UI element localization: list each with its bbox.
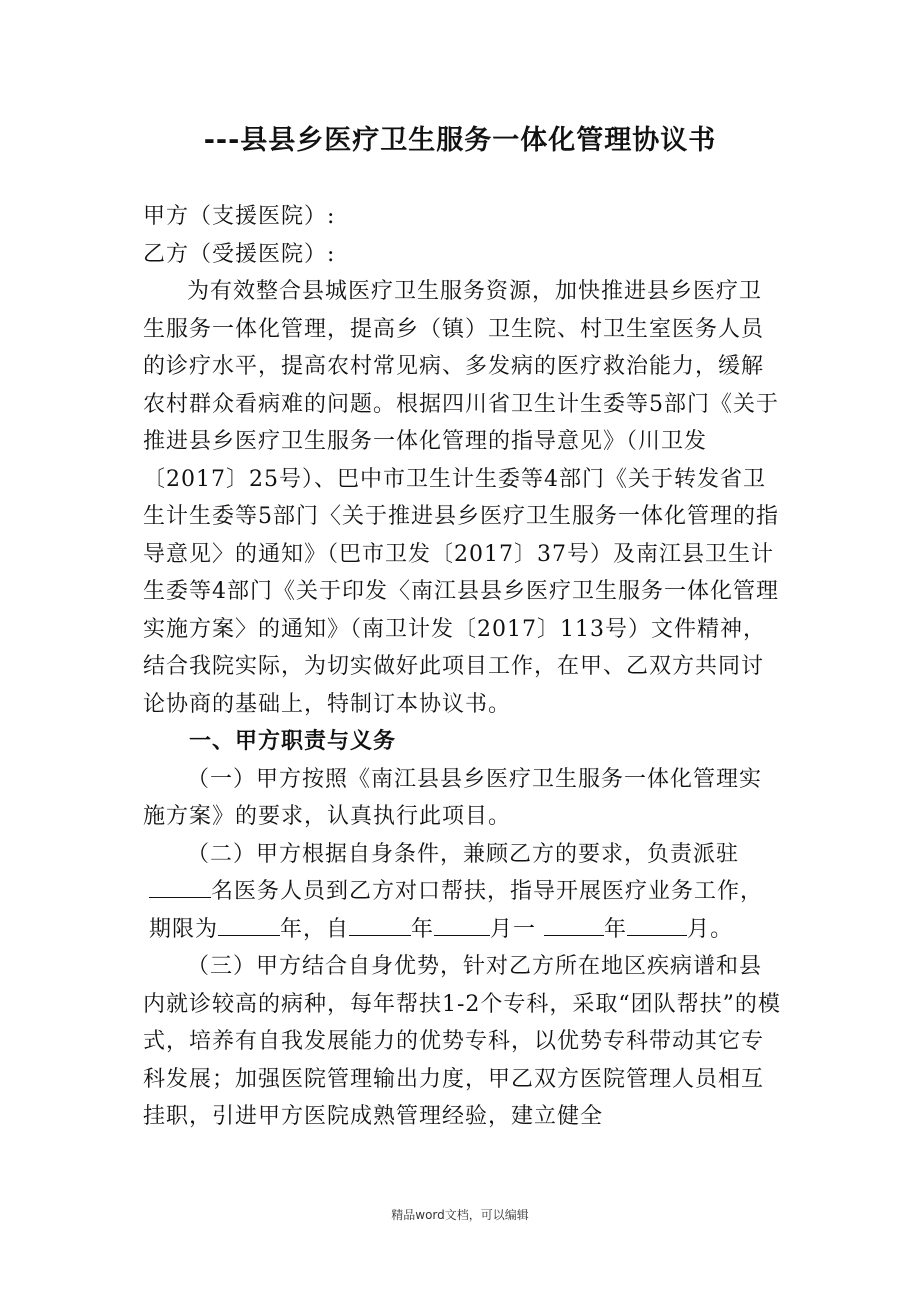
clause-3: （三）甲方结合自身优势，针对乙方所在地区疾病谱和县内就诊较高的病种，每年帮扶1-2个专科，采取“团队帮扶”的模式，培养有自我发展能力的优势专科，以优势专科带动其它专科发展；加强医院管理输出力度，甲乙双方医院管理人员相互挂职，引进甲方医院成熟管理经验，建立健全 [143, 954, 781, 1129]
blank-end-month[interactable] [627, 913, 687, 936]
blank-years[interactable] [218, 913, 280, 936]
clause-2-text: 期限为 [149, 916, 219, 942]
clause-2-text: 年，自 [280, 916, 350, 942]
clause-2 [143, 836, 783, 949]
intro-paragraph: 为有效整合县城医疗卫生服务资源，加快推进县乡医疗卫生服务一体化管理，提高乡（镇）卫生院、村卫生室医务人员的诊疗水平，提高农村常见病、多发病的医疗救治能力，缓解农村群众看病难的问题。根据四川省卫生计生委等5部门《关于推进县乡医疗卫生服务一体化管理的指导意见》（川卫发〔2017〕25号）、巴中市卫生计生委等4部门《关于转发省卫生计生委等5部门〈关于推进县乡医疗卫生服务一体化管理的指导意见〉的通知》（巴市卫发〔2017〕37号）及南江县卫生计生委等4部门《关于印发〈南江县县乡医疗卫生服务一体化管理实施方案〉的通知》（南卫计发〔2017〕113号）文件精神，结合我院实际，为切实做好此项目工作，在甲、乙双方共同讨论协商的基础上，特制订本协议书。 [143, 279, 779, 717]
clause-2-text: （二）甲方根据自身条件，兼顾乙方的要求，负责派驻 [187, 841, 740, 867]
blank-start-year[interactable] [349, 913, 411, 936]
party-b-line: 乙方（受援医院）: [143, 241, 336, 267]
blank-start-month[interactable] [434, 913, 490, 936]
clause-2-text: 年 [604, 916, 628, 942]
clause-2-text: 月一 [490, 916, 545, 942]
party-a-line: 甲方（支援医院）: [143, 204, 336, 229]
section-heading: 一、甲方职责与义务 [189, 729, 397, 754]
document-body [143, 198, 783, 1136]
document-title: ---县县乡医疗卫生服务一体化管理协议书 [203, 125, 717, 156]
clause-2-text: 名医务人员到乙方对口帮扶，指导开展医疗业务工作， [211, 879, 764, 904]
clause-1: （一）甲方按照《南江县县乡医疗卫生服务一体化管理实施方案》的要求，认真执行此项目。 [143, 766, 763, 829]
clause-2-text: 月。 [687, 916, 734, 942]
clause-2-text: 年 [411, 916, 435, 942]
blank-end-year[interactable] [544, 913, 604, 936]
blank-staff-count[interactable] [149, 875, 211, 898]
page-footer: 精品word文档，可以编辑 [391, 1208, 529, 1222]
